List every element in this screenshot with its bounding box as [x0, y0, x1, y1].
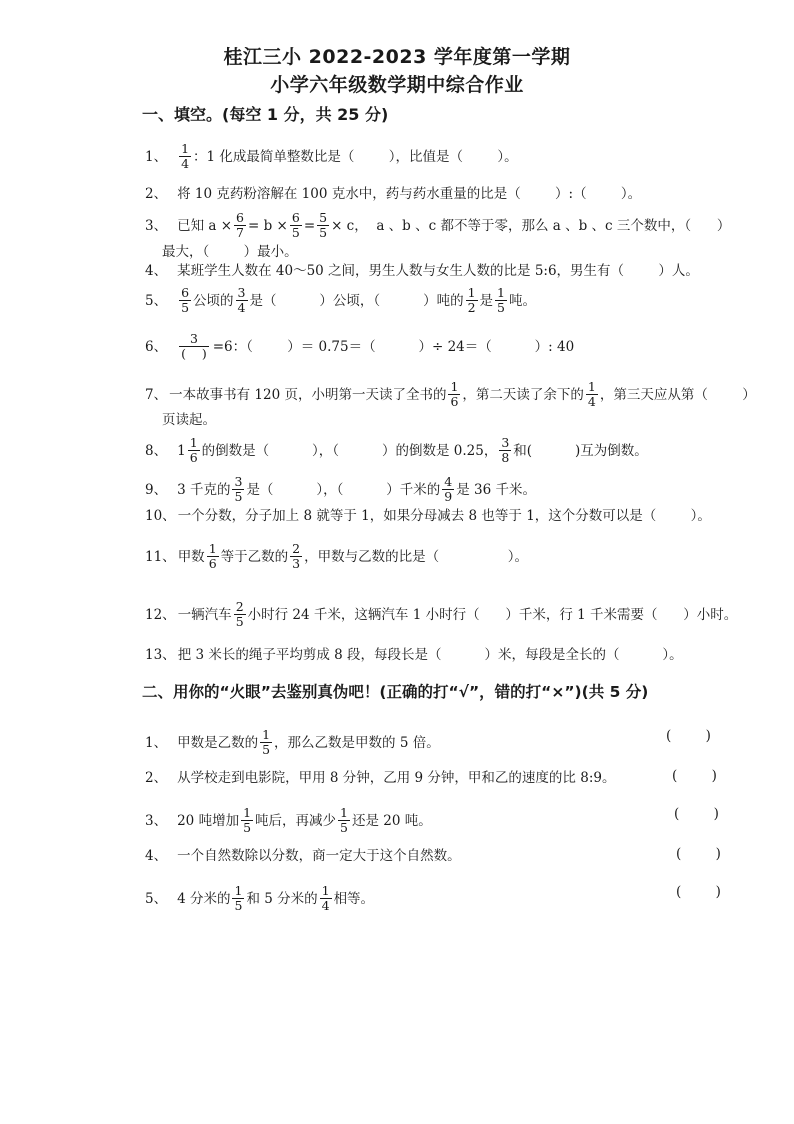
question-text: = b × — [248, 217, 288, 234]
question-1-10 — [145, 506, 786, 526]
numerator: 1 — [208, 541, 217, 556]
question-text: 是（ ），（ ）千米的 — [246, 481, 441, 498]
question-text: ，第二天读了余下的 — [462, 386, 584, 403]
whole-part: 1 — [177, 442, 186, 459]
question-text: × c， a 、b 、c 都不等于零，那么 a 、b 、c 三个数中，（ ） — [331, 217, 731, 234]
section1-heading: 一、填空。(每空 1 分，共 25 分) — [142, 105, 389, 124]
fraction — [290, 542, 302, 571]
fraction — [495, 286, 507, 315]
question-number: 7、 — [145, 386, 168, 403]
numerator: 3 — [501, 435, 510, 450]
denominator: 4 — [237, 300, 246, 315]
numerator: 1 — [467, 285, 476, 300]
question-text: 从学校走到电影院，甲用 8 分钟，乙用 9 分钟，甲和乙的速度的比 8:9。 — [177, 770, 616, 786]
numerator: 1 — [243, 805, 252, 820]
fraction — [179, 286, 191, 315]
question-text: 已知 a × — [177, 217, 233, 234]
fraction — [232, 475, 244, 504]
fraction — [207, 542, 219, 571]
fraction — [466, 286, 478, 315]
question-text: 将 10 克药粉溶解在 100 克水中，药与药水重量的比是（ ）:（ ）。 — [177, 186, 642, 202]
question-text: 4 分米的 — [177, 890, 231, 907]
denominator: 5 — [262, 742, 271, 757]
denominator: 5 — [319, 225, 328, 240]
question-1-13 — [145, 645, 786, 665]
fraction — [179, 142, 191, 171]
numerator: 1 — [321, 883, 330, 898]
question-text: 和 5 分米的 — [246, 890, 318, 907]
question-continuation: 最大，（ ）最小。 — [162, 244, 298, 260]
denominator: 5 — [234, 489, 243, 504]
denominator: 5 — [181, 300, 190, 315]
question-text: 是 — [479, 292, 494, 309]
question-text: 甲数 — [177, 548, 205, 565]
question-1-2 — [145, 184, 786, 204]
question-1-12 — [145, 600, 786, 629]
question-number: 3、 — [145, 812, 168, 829]
denominator: 4 — [321, 898, 330, 913]
question-text: 是（ ）公顷，（ ）吨的 — [249, 292, 464, 309]
mixed-number — [177, 436, 202, 465]
question-text: 等于乙数的 — [220, 548, 289, 565]
question-1-8 — [145, 436, 786, 465]
question-number: 3、 — [145, 217, 168, 234]
answer-blank[interactable]: ( ) — [676, 884, 721, 900]
denominator: 9 — [444, 489, 453, 504]
section2-heading: 二、用你的“火眼”去鉴别真伪吧！(正确的打“√”，错的打“×”)(共 5 分) — [142, 683, 649, 701]
numerator: 1 — [189, 435, 198, 450]
numerator: 6 — [291, 210, 300, 225]
question-text: 一本故事书有 120 页，小明第一天读了全书的 — [169, 386, 447, 403]
question-number: 1、 — [145, 148, 168, 165]
question-number: 5、 — [145, 292, 168, 309]
numerator: 1 — [587, 379, 596, 394]
question-number: 10、 — [145, 508, 176, 524]
question-number: 1、 — [145, 734, 168, 751]
question-text: 的倒数是（ ），（ ）的倒数是 0.25， — [201, 442, 498, 459]
question-text: 甲数是乙数的 — [177, 734, 259, 751]
question-continuation: 页读起。 — [162, 412, 216, 428]
answer-blank[interactable]: ( ) — [674, 806, 719, 822]
fraction — [241, 806, 253, 835]
numerator: 3 — [234, 474, 243, 489]
denominator: 2 — [467, 300, 476, 315]
question-text: 公顷的 — [193, 292, 234, 309]
numerator: 3 — [189, 331, 198, 346]
question-number: 5、 — [145, 890, 168, 907]
denominator: 5 — [340, 820, 348, 835]
answer-blank[interactable]: ( ) — [672, 768, 717, 784]
question-text: 某班学生人数在 40～50 之间，男生人数与女生人数的比是 5:6，男生有（ ）人。 — [177, 263, 699, 279]
question-text: =6：（ ）＝ 0.75＝（ ）÷ 24＝（ ）: 40 — [212, 338, 575, 355]
fraction — [260, 728, 272, 757]
numerator: 2 — [292, 541, 301, 556]
question-text: 还是 20 吨。 — [351, 812, 432, 829]
question-text: 小时行 24 千米，这辆汽车 1 小时行（ ）千米，行 1 千米需要（ ）小时。 — [247, 606, 738, 623]
denominator: 5 — [291, 225, 300, 240]
fraction — [442, 475, 454, 504]
question-number: 13、 — [145, 647, 176, 663]
question-number: 9、 — [145, 481, 168, 498]
question-number: 12、 — [145, 606, 176, 623]
denominator: 5 — [497, 300, 505, 315]
question-number: 11、 — [145, 548, 176, 565]
question-text: 吨。 — [508, 292, 536, 309]
fraction — [232, 884, 244, 913]
question-1-4 — [145, 261, 786, 281]
denominator: ( ) — [181, 346, 207, 361]
numerator: 1 — [497, 285, 505, 300]
fraction — [290, 211, 302, 240]
answer-blank[interactable]: ( ) — [676, 846, 721, 862]
answer-blank[interactable]: ( ) — [666, 728, 711, 744]
denominator: 4 — [181, 156, 190, 171]
fraction — [499, 436, 511, 465]
numerator: 3 — [237, 285, 246, 300]
question-text: ：1 化成最简单整数比是（ ），比值是（ ）。 — [193, 148, 518, 165]
denominator: 5 — [243, 820, 252, 835]
denominator: 7 — [236, 225, 244, 240]
page-title: 桂江三小 2022-2023 学年度第一学期 — [223, 46, 571, 68]
denominator: 8 — [501, 450, 510, 465]
question-text: ，甲数与乙数的比是（ ）。 — [304, 548, 529, 565]
fraction — [448, 380, 460, 409]
numerator: 2 — [235, 599, 244, 614]
question-text: ，那么乙数是甲数的 5 倍。 — [274, 734, 440, 751]
fraction — [586, 380, 598, 409]
question-number: 4、 — [145, 263, 168, 279]
question-number: 8、 — [145, 442, 168, 459]
question-text: 20 吨增加 — [177, 812, 240, 829]
question-1-5 — [145, 286, 786, 315]
fraction — [234, 600, 246, 629]
question-number: 2、 — [145, 770, 168, 786]
question-text: 是 36 千米。 — [456, 481, 536, 498]
question-1-3 — [145, 211, 786, 240]
question-number: 6、 — [145, 338, 168, 355]
denominator: 5 — [234, 898, 243, 913]
question-text: 和( )互为倒数。 — [513, 442, 648, 459]
fraction — [338, 806, 350, 835]
fraction — [236, 286, 248, 315]
question-text: 一个自然数除以分数，商一定大于这个自然数。 — [177, 848, 461, 864]
denominator: 6 — [450, 394, 459, 409]
denominator: 5 — [235, 614, 244, 629]
fraction — [188, 436, 200, 465]
numerator: 1 — [234, 883, 243, 898]
numerator: 1 — [262, 727, 271, 742]
numerator: 4 — [444, 474, 453, 489]
question-text: 吨后，再减少 — [255, 812, 337, 829]
page-subtitle: 小学六年级数学期中综合作业 — [270, 74, 524, 96]
question-text: = — [303, 217, 316, 234]
question-text: 3 千克的 — [177, 481, 231, 498]
denominator: 4 — [587, 394, 596, 409]
question-1-11 — [145, 542, 786, 571]
question-text: 相等。 — [333, 890, 375, 907]
numerator: 1 — [340, 805, 348, 820]
question-text: 把 3 米长的绳子平均剪成 8 段，每段长是（ ）米，每段是全长的（ ）。 — [177, 647, 683, 663]
question-1-1 — [145, 142, 786, 171]
fraction — [320, 884, 332, 913]
denominator: 6 — [208, 556, 217, 571]
question-text: 一个分数，分子加上 8 就等于 1，如果分母减去 8 也等于 1，这个分数可以是（ ）。 — [177, 508, 711, 524]
question-text: ，第三天应从第（ ） — [599, 386, 756, 403]
question-text: 一辆汽车 — [177, 606, 232, 623]
denominator: 6 — [189, 450, 198, 465]
question-1-9 — [145, 475, 786, 504]
fraction — [179, 332, 209, 361]
question-number: 4、 — [145, 848, 168, 864]
numerator: 1 — [181, 141, 190, 156]
numerator: 6 — [181, 285, 190, 300]
numerator: 6 — [236, 210, 244, 225]
fraction — [234, 211, 246, 240]
denominator: 3 — [292, 556, 301, 571]
numerator: 1 — [450, 379, 459, 394]
question-1-6 — [145, 332, 786, 361]
question-1-7 — [145, 380, 786, 409]
question-number: 2、 — [145, 186, 168, 202]
numerator: 5 — [319, 210, 328, 225]
fraction — [317, 211, 329, 240]
